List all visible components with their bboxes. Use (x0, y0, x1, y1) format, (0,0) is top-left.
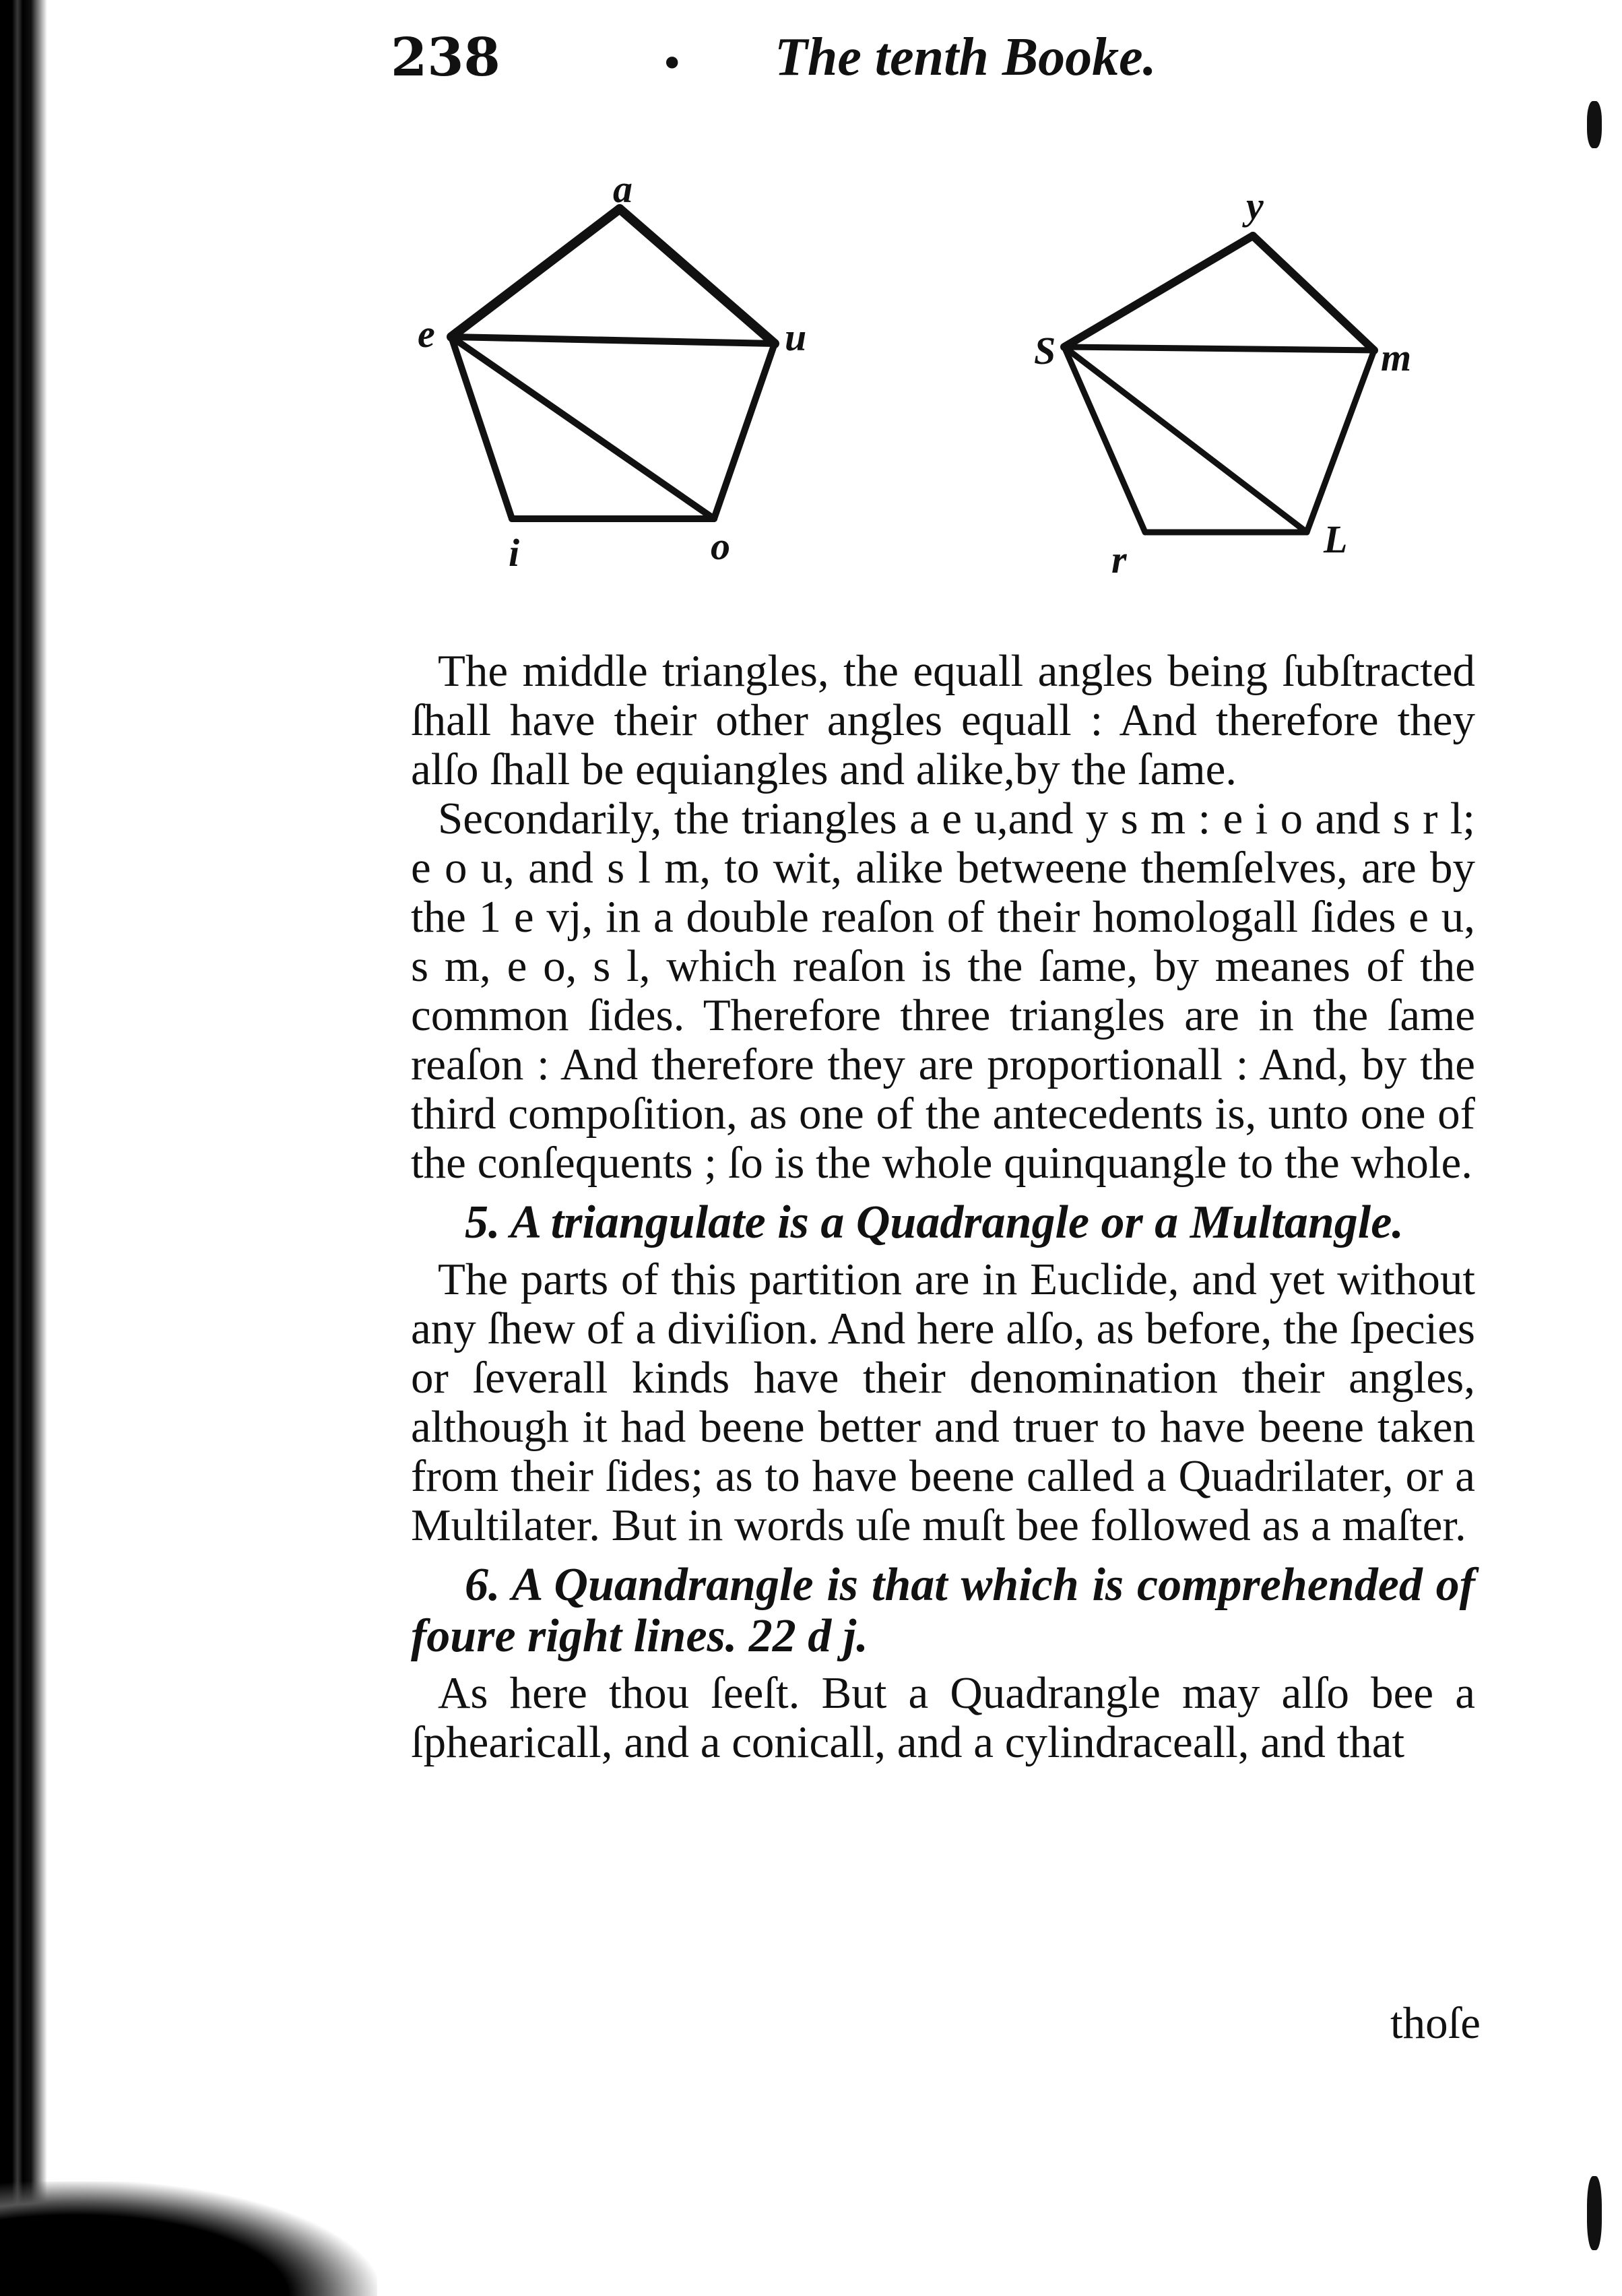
label-u: u (785, 315, 807, 359)
header-dot: • (660, 40, 684, 88)
left-pentagon (451, 209, 775, 519)
label-i: i (509, 531, 520, 575)
label-m: m (1381, 336, 1412, 379)
edge-ml (1307, 350, 1374, 532)
label-l: L (1324, 517, 1348, 561)
pentagon-figure (377, 155, 1522, 640)
right-pentagon (1064, 236, 1374, 532)
body-text (411, 647, 1475, 1767)
diagonal-eo (451, 337, 714, 519)
edge-uo (714, 344, 775, 519)
label-o: o (711, 524, 730, 568)
label-e: e (418, 312, 435, 356)
label-y: y (1246, 184, 1264, 228)
diagonal-sl (1064, 347, 1307, 532)
running-title: The tenth Booke. (775, 28, 1157, 87)
edge-ei (451, 337, 512, 519)
proposition-5: 5. A triangulate is a Quadrangle or a Multangle. (465, 1197, 1404, 1248)
edge-ea (451, 209, 620, 337)
label-s: S (1034, 329, 1056, 373)
diagonal-sm (1064, 347, 1374, 350)
edge-ym (1253, 236, 1374, 350)
diagonal-eu (451, 337, 775, 344)
scan-corner-blot (0, 2181, 377, 2296)
edge-au (620, 209, 775, 344)
label-r: r (1111, 538, 1127, 581)
scan-mark-right-bottom (1587, 2176, 1602, 2250)
paragraph-1: The middle triangles, the equall angles being ſubſtracted ſhall have their other angles equall : And therefore they alſo ſhall be equiangles and alike,by the ſame. (411, 646, 1475, 794)
label-a: a (613, 167, 632, 211)
proposition-6: 6. A Quandrangle is that which is comprehended of foure right lines. 22 d j. (411, 1559, 1475, 1662)
page-header (391, 27, 1495, 108)
scan-mark-right (1587, 101, 1602, 148)
paragraph-2: Secondarily, the triangles a e u,and y s m : e i o and s r l; e o u, and s l m, to wit, alike betweene themſelves, are by the 1 e vj, in a double reaſon of their homologall ſides e u, s m, e o, s l, which reaſon is the ſame, by meanes of the common ſides. Therefore three triangles are in the ſame reaſon : And therefore they are proportionall : And, by the third compoſition, as one of the antecedents is, unto one of the conſequents ; ſo is the whole quinquangle to the whole. (411, 794, 1475, 1188)
scan-edge-left (0, 0, 47, 2296)
catchword: thoſe (1390, 1998, 1481, 2048)
paragraph-4: As here thou ſeeſt. But a Quadrangle may alſo bee a ſphearicall, and a conicall, and a cylindraceall, and that (411, 1668, 1475, 1767)
page-number: 238 (391, 27, 500, 88)
paragraph-3: The parts of this partition are in Euclide, and yet without any ſhew of a diviſion. And here alſo, as before, the ſpecies or ſeverall kinds have their denomination their angles, although it had beene better and truer to have beene taken from their ſides; as to have beene called a Quadrilater, or a Multilater. But in words uſe muſt bee followed as a maſter. (411, 1254, 1475, 1550)
edge-sy (1064, 236, 1253, 347)
pentagon-diagram (377, 155, 1522, 640)
